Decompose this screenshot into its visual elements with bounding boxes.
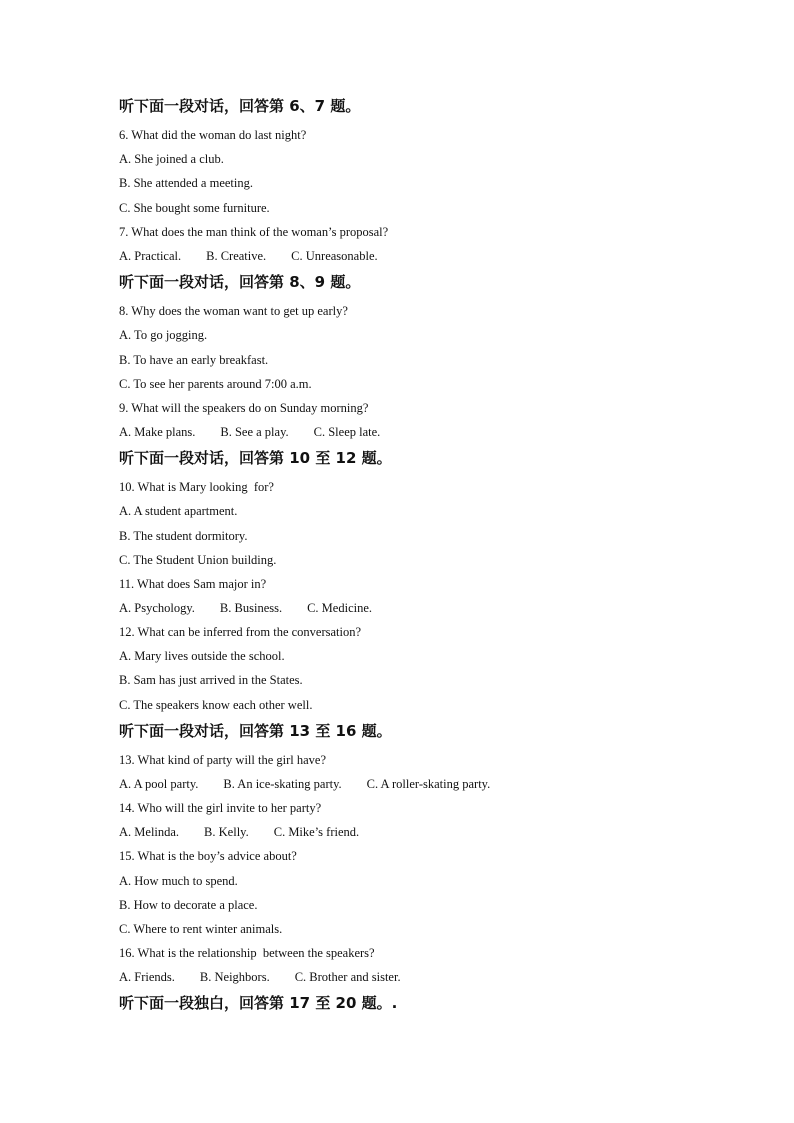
option-line: A. A pool party. B. An ice-skating party. C. A roller-skating party.: [119, 777, 491, 791]
option-line: B. The student dormitory.: [119, 529, 248, 543]
question-10: 10. What is Mary looking for?: [119, 480, 274, 494]
option-line: B. Sam has just arrived in the States.: [119, 673, 303, 687]
question-6: 6. What did the woman do last night?: [119, 128, 307, 142]
option-line: A. Mary lives outside the school.: [119, 649, 285, 663]
option-line: A. Practical. B. Creative. C. Unreasonable.: [119, 249, 378, 263]
section-heading: 听下面一段独白，回答第 17 至 20 题。.: [119, 994, 398, 1012]
question-9: 9. What will the speakers do on Sunday morning?: [119, 401, 369, 415]
option-line: C. The speakers know each other well.: [119, 698, 313, 712]
section-heading: 听下面一段对话，回答第 10 至 12 题。: [119, 449, 392, 467]
option-line: A. Psychology. B. Business. C. Medicine.: [119, 601, 373, 615]
question-8: 8. Why does the woman want to get up early?: [119, 304, 348, 318]
question-7: 7. What does the man think of the woman’s proposal?: [119, 225, 389, 239]
question-12: 12. What can be inferred from the conversation?: [119, 625, 362, 639]
option-line: C. Where to rent winter animals.: [119, 922, 283, 936]
option-line: B. How to decorate a place.: [119, 898, 258, 912]
option-line: A. A student apartment.: [119, 504, 238, 518]
option-line: A. She joined a club.: [119, 152, 224, 166]
question-14: 14. Who will the girl invite to her party?: [119, 801, 322, 815]
question-13: 13. What kind of party will the girl have?: [119, 753, 327, 767]
section-heading: 听下面一段对话，回答第 13 至 16 题。: [119, 722, 392, 740]
section-heading: 听下面一段对话，回答第 8、9 题。: [119, 273, 361, 291]
question-11: 11. What does Sam major in?: [119, 577, 267, 591]
option-line: A. Melinda. B. Kelly. C. Mike’s friend.: [119, 825, 360, 839]
option-line: A. How much to spend.: [119, 874, 238, 888]
option-line: B. To have an early breakfast.: [119, 353, 269, 367]
question-16: 16. What is the relationship between the speakers?: [119, 946, 375, 960]
question-15: 15. What is the boy’s advice about?: [119, 849, 297, 863]
option-line: B. She attended a meeting.: [119, 176, 253, 190]
option-line: C. She bought some furniture.: [119, 201, 270, 215]
option-line: C. To see her parents around 7:00 a.m.: [119, 377, 312, 391]
option-line: A. Friends. B. Neighbors. C. Brother and sister.: [119, 970, 401, 984]
option-line: A. To go jogging.: [119, 328, 208, 342]
section-heading: 听下面一段对话，回答第 6、7 题。: [119, 97, 361, 115]
option-line: A. Make plans. B. See a play. C. Sleep late.: [119, 425, 381, 439]
option-line: C. The Student Union building.: [119, 553, 277, 567]
